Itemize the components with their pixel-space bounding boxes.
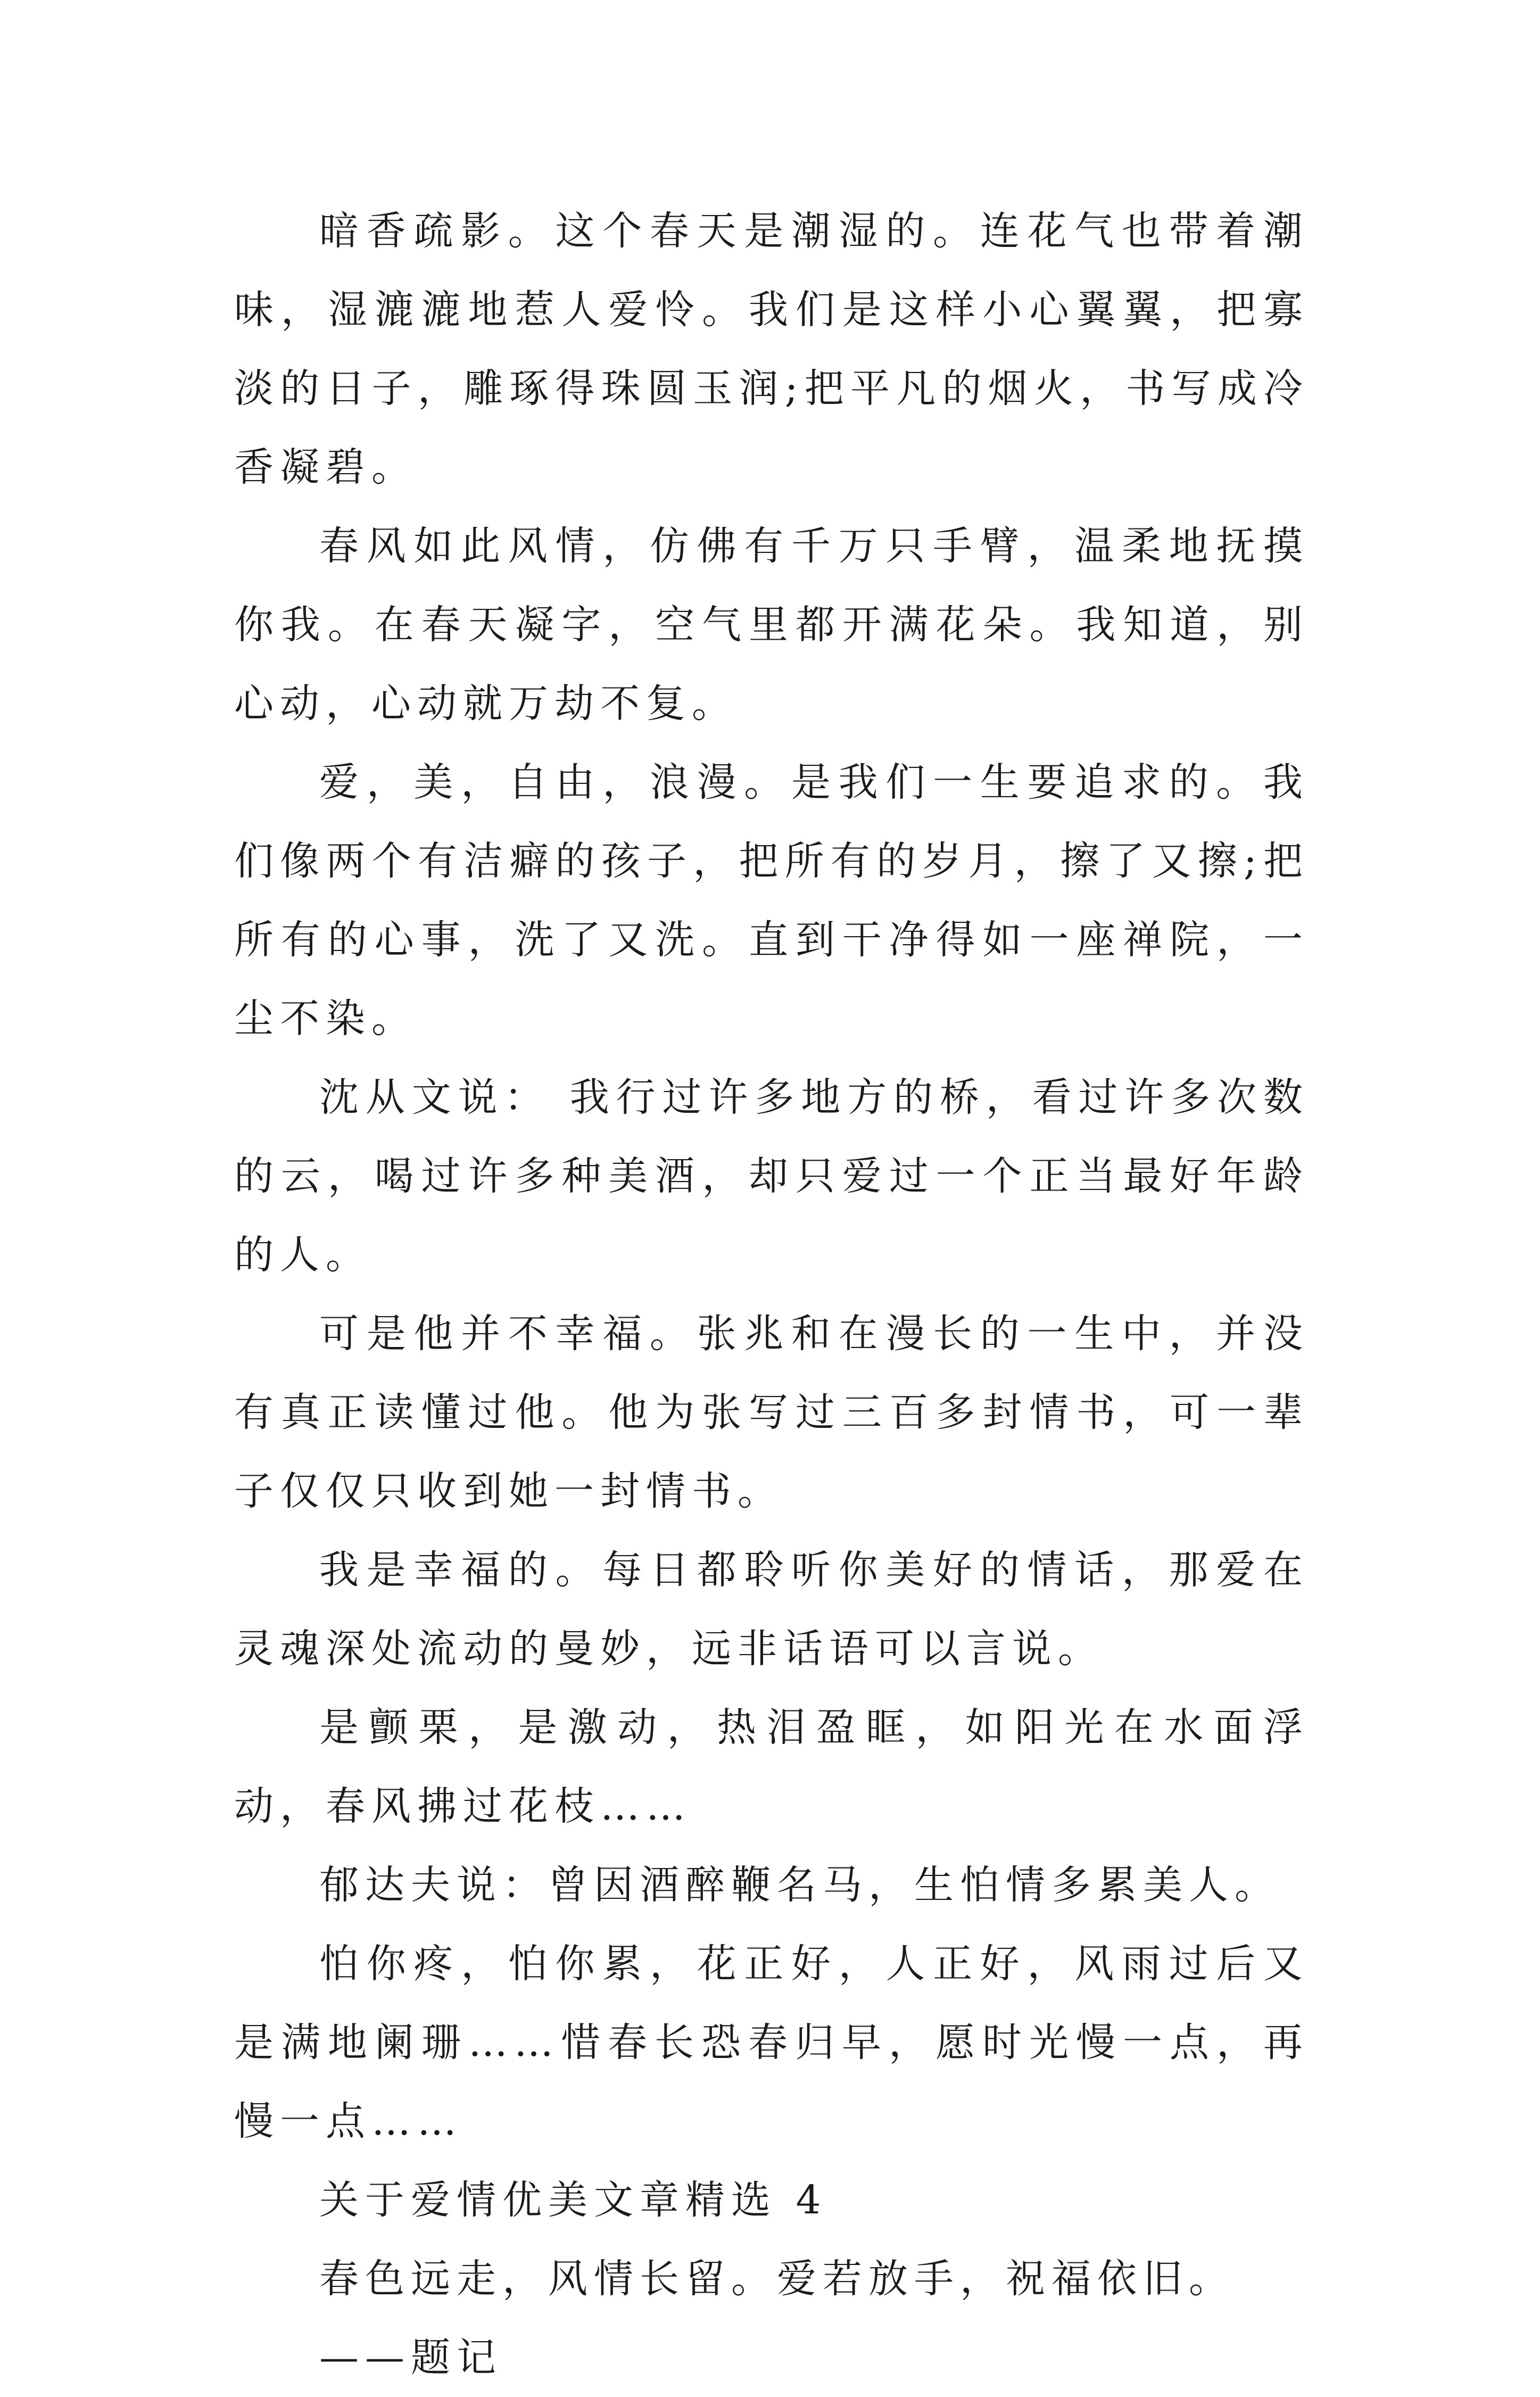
section-heading: 关于爱情优美文章精选 4 bbox=[319, 2177, 827, 2223]
paragraph: 沈从文说： 我行过许多地方的桥，看过许多次数的云，喝过许多种美酒，却只爱过一个正当最好年龄的人。 bbox=[234, 1074, 1309, 1278]
paragraph: 暗香疏影。这个春天是潮湿的。连花气也带着潮味，湿漉漉地惹人爱怜。我们是这样小心翼翼，把寡淡的日子，雕琢得珠圆玉润;把平凡的烟火，书写成冷香凝碧。 bbox=[234, 208, 1309, 490]
epigraph-attribution: ——题记 bbox=[319, 2335, 502, 2381]
paragraph: 郁达夫说：曾因酒醉鞭名马，生怕情多累美人。 bbox=[319, 1862, 1280, 1908]
epigraph-line: 春色远走，风情长留。爱若放手，祝福依旧。 bbox=[319, 2256, 1235, 2302]
paragraph: 春风如此风情，仿佛有千万只手臂，温柔地抚摸你我。在春天凝字，空气里都开满花朵。我知道，别心动，心动就万劫不复。 bbox=[234, 523, 1309, 726]
paragraph: 我是幸福的。每日都聆听你美好的情话，那爱在灵魂深处流动的曼妙，远非话语可以言说。 bbox=[234, 1547, 1309, 1672]
paragraph: 是颤栗，是激动，热泪盈眶，如阳光在水面浮动，春风拂过花枝…… bbox=[234, 1705, 1309, 1829]
article-body bbox=[234, 192, 1309, 2397]
paragraph: 可是他并不幸福。张兆和在漫长的一生中，并没有真正读懂过他。他为张写过三百多封情书，可一辈子仅仅只收到她一封情书。 bbox=[234, 1311, 1309, 1514]
paragraph: 爱，美，自由，浪漫。是我们一生要追求的。我们像两个有洁癖的孩子，把所有的岁月，擦了又擦;把所有的心事，洗了又洗。直到干净得如一座禅院，一尘不染。 bbox=[234, 759, 1309, 1042]
paragraph: 怕你疼，怕你累，花正好，人正好，风雨过后又是满地阑珊……惜春长恐春归早，愿时光慢一点，再慢一点…… bbox=[234, 1941, 1309, 2144]
